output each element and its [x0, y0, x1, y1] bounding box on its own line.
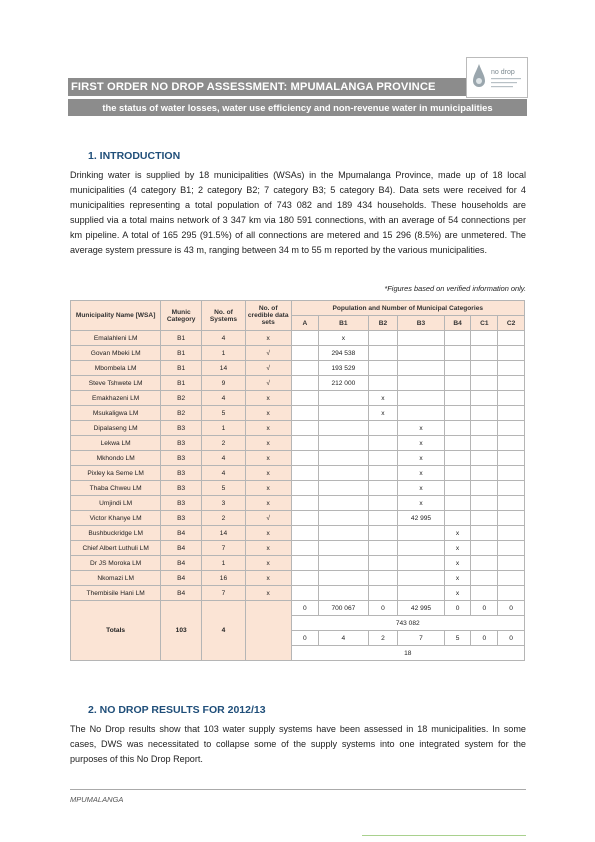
category-cell: B3 [161, 421, 202, 436]
population-cell [291, 586, 319, 601]
credible-cell: x [245, 586, 291, 601]
population-cell [444, 421, 471, 436]
population-cell: x [398, 481, 444, 496]
population-cell [471, 391, 498, 406]
category-count-cell: 5 [444, 631, 471, 646]
population-cell [471, 376, 498, 391]
category-cell: B1 [161, 331, 202, 346]
table-row [71, 451, 525, 466]
population-cell [444, 511, 471, 526]
population-cell [368, 586, 398, 601]
category-cell: B3 [161, 466, 202, 481]
col-header-cat: B2 [368, 316, 398, 331]
table-row [71, 436, 525, 451]
population-cell: x [398, 451, 444, 466]
population-cell: x [398, 496, 444, 511]
population-cell [498, 541, 525, 556]
municipality-name-cell: Bushbuckridge LM [71, 526, 161, 541]
systems-cell: 14 [202, 526, 246, 541]
population-cell [498, 466, 525, 481]
total-population-cell: 42 995 [398, 601, 444, 616]
category-cell: B3 [161, 511, 202, 526]
population-cell [319, 526, 368, 541]
category-cell: B4 [161, 541, 202, 556]
municipality-name-cell: Nkomazi LM [71, 571, 161, 586]
category-count-cell: 4 [319, 631, 368, 646]
municipality-name-cell: Umjindi LM [71, 496, 161, 511]
population-cell [368, 451, 398, 466]
total-population-cell: 0 [471, 601, 498, 616]
introduction-paragraph: Drinking water is supplied by 18 municipalities (WSAs) in the Mpumalanga Province, made up of 18 local municipalities (4 category B1; 2 category B2; 7 category B3; 5 category B4). Data sets were received for 4 municipalities representing a total population of 743 082 and 189 434 households. These households are supplied via a total mains network of 3 347 km via 180 591 connections, with an average of 54 connections per km pipeline. A total of 165 295 (91.5%) of all connections are metered and 15 296 (8.5%) are unmetered. The average system pressure is 43 m, ranging between 34 m to 55 m reported by the various municipalities. [70, 170, 526, 256]
population-cell [398, 571, 444, 586]
systems-cell: 4 [202, 391, 246, 406]
population-cell [398, 541, 444, 556]
population-cell [291, 481, 319, 496]
systems-cell: 5 [202, 481, 246, 496]
population-cell [444, 331, 471, 346]
col-header-cat: B1 [319, 316, 368, 331]
totals-credible: 4 [202, 601, 246, 661]
population-cell [398, 406, 444, 421]
category-cell: B4 [161, 586, 202, 601]
population-cell: 294 538 [319, 346, 368, 361]
table-row [71, 361, 525, 376]
population-cell [368, 361, 398, 376]
systems-cell: 16 [202, 571, 246, 586]
population-cell [319, 421, 368, 436]
category-cell: B3 [161, 496, 202, 511]
category-count-cell: 7 [398, 631, 444, 646]
population-cell [319, 451, 368, 466]
credible-cell: √ [245, 511, 291, 526]
col-header-cat: A [291, 316, 319, 331]
population-cell: x [319, 331, 368, 346]
credible-cell: √ [245, 361, 291, 376]
municipality-name-cell: Chief Albert Luthuli LM [71, 541, 161, 556]
population-cell: x [444, 586, 471, 601]
population-cell [368, 571, 398, 586]
population-cell [291, 571, 319, 586]
table-row [71, 571, 525, 586]
population-cell [368, 511, 398, 526]
systems-cell: 5 [202, 406, 246, 421]
population-cell [471, 526, 498, 541]
col-header-systems: No. of Systems [202, 301, 246, 331]
population-cell [319, 541, 368, 556]
municipality-name-cell: Thembisile Hani LM [71, 586, 161, 601]
population-cell [398, 346, 444, 361]
category-cell: B4 [161, 556, 202, 571]
municipality-name-cell: Emalahleni LM [71, 331, 161, 346]
category-cell: B4 [161, 526, 202, 541]
no-drop-logo [466, 57, 528, 98]
population-cell: x [444, 526, 471, 541]
category-count-cell: 0 [291, 631, 319, 646]
population-cell [291, 496, 319, 511]
table-row [71, 586, 525, 601]
table-row [71, 481, 525, 496]
population-cell [319, 406, 368, 421]
header-banner [68, 78, 527, 116]
table-row [71, 406, 525, 421]
footer-accent-line [362, 835, 526, 836]
table-row [71, 421, 525, 436]
population-cell [444, 346, 471, 361]
category-cell: B1 [161, 376, 202, 391]
credible-cell: x [245, 556, 291, 571]
col-header-population: Population and Number of Municipal Categories [291, 301, 524, 316]
population-cell [368, 331, 398, 346]
municipality-name-cell: Dipalaseng LM [71, 421, 161, 436]
population-cell [291, 541, 319, 556]
population-cell [444, 451, 471, 466]
col-header-cat: C2 [498, 316, 525, 331]
population-cell [471, 346, 498, 361]
totals-row [71, 601, 525, 616]
total-population-cell: 0 [368, 601, 398, 616]
population-cell: x [368, 406, 398, 421]
totals-systems: 103 [161, 601, 202, 661]
population-cell [291, 346, 319, 361]
population-cell [291, 406, 319, 421]
credible-cell: x [245, 466, 291, 481]
population-cell [498, 406, 525, 421]
municipality-table [70, 300, 525, 661]
total-population-cell: 0 [291, 601, 319, 616]
population-cell [471, 466, 498, 481]
population-cell [471, 436, 498, 451]
population-cell [368, 556, 398, 571]
col-header-credible: No. of credible data sets [245, 301, 291, 331]
systems-cell: 7 [202, 541, 246, 556]
population-cell: x [368, 391, 398, 406]
table-row [71, 541, 525, 556]
population-cell [398, 556, 444, 571]
municipality-name-cell: Mbombela LM [71, 361, 161, 376]
table-row [71, 526, 525, 541]
credible-cell: x [245, 391, 291, 406]
municipality-name-cell: Govan Mbeki LM [71, 346, 161, 361]
population-cell [398, 331, 444, 346]
population-cell [498, 496, 525, 511]
systems-cell: 1 [202, 556, 246, 571]
population-cell [498, 556, 525, 571]
results-paragraph: The No Drop results show that 103 water supply systems have been assessed in 18 municipalities. In some cases, DWS was necessitated to collapse some of the supply systems into one integrated system for the purposes of this No Drop Report. [70, 724, 526, 765]
table-row [71, 376, 525, 391]
section-heading-introduction: 1. INTRODUCTION [88, 150, 181, 162]
municipality-name-cell: Pixley ka Seme LM [71, 466, 161, 481]
systems-cell: 7 [202, 586, 246, 601]
category-cell: B3 [161, 436, 202, 451]
population-cell [498, 586, 525, 601]
category-cell: B4 [161, 571, 202, 586]
population-cell [498, 436, 525, 451]
total-population-cell: 0 [444, 601, 471, 616]
category-count-cell: 2 [368, 631, 398, 646]
population-cell [471, 451, 498, 466]
systems-cell: 4 [202, 466, 246, 481]
category-cell: B2 [161, 391, 202, 406]
document-subtitle: the status of water losses, water use efficiency and non-revenue water in municipalities [68, 99, 527, 116]
population-cell [368, 421, 398, 436]
population-cell: 193 529 [319, 361, 368, 376]
col-header-municipality: Municipality Name [WSA] [71, 301, 161, 331]
population-cell [291, 436, 319, 451]
population-cell [319, 496, 368, 511]
municipality-name-cell: Mkhondo LM [71, 451, 161, 466]
population-cell [368, 346, 398, 361]
population-cell [471, 481, 498, 496]
col-header-cat: B4 [444, 316, 471, 331]
population-cell [471, 331, 498, 346]
population-cell [319, 481, 368, 496]
municipality-name-cell: Steve Tshwete LM [71, 376, 161, 391]
population-cell [444, 406, 471, 421]
credible-cell: x [245, 421, 291, 436]
population-cell [319, 571, 368, 586]
population-cell [291, 451, 319, 466]
col-header-category: Munic Category [161, 301, 202, 331]
category-cell: B2 [161, 406, 202, 421]
population-cell [291, 376, 319, 391]
population-cell [444, 466, 471, 481]
population-cell [291, 526, 319, 541]
population-cell [444, 391, 471, 406]
population-cell: x [444, 541, 471, 556]
population-cell [398, 586, 444, 601]
municipality-name-cell: Dr JS Moroka LM [71, 556, 161, 571]
totals-label: Totals [71, 601, 161, 661]
systems-cell: 2 [202, 511, 246, 526]
population-cell [444, 436, 471, 451]
population-cell: 42 995 [398, 511, 444, 526]
category-cell: B1 [161, 346, 202, 361]
table-row [71, 466, 525, 481]
category-count-sum: 18 [291, 646, 524, 661]
population-cell [498, 331, 525, 346]
col-header-cat: B3 [398, 316, 444, 331]
population-cell [319, 391, 368, 406]
population-cell [319, 556, 368, 571]
credible-cell: x [245, 526, 291, 541]
population-cell [471, 406, 498, 421]
population-cell [291, 361, 319, 376]
population-cell: x [398, 436, 444, 451]
table-row [71, 346, 525, 361]
document-title: FIRST ORDER NO DROP ASSESSMENT: MPUMALANGA PROVINCE [68, 78, 527, 96]
credible-cell: √ [245, 346, 291, 361]
population-cell [498, 526, 525, 541]
population-cell [444, 481, 471, 496]
population-cell [291, 466, 319, 481]
population-cell: x [444, 556, 471, 571]
table-row [71, 511, 525, 526]
table-row [71, 556, 525, 571]
population-cell [398, 361, 444, 376]
population-cell [444, 376, 471, 391]
population-cell [319, 586, 368, 601]
population-cell [498, 571, 525, 586]
population-cell [471, 541, 498, 556]
population-cell [368, 496, 398, 511]
systems-cell: 4 [202, 331, 246, 346]
population-cell: x [398, 466, 444, 481]
systems-cell: 1 [202, 346, 246, 361]
municipality-name-cell: Emakhazeni LM [71, 391, 161, 406]
population-cell [444, 496, 471, 511]
total-population-cell: 0 [498, 601, 525, 616]
population-cell [498, 376, 525, 391]
population-cell: x [444, 571, 471, 586]
population-cell [444, 361, 471, 376]
population-cell [368, 436, 398, 451]
population-cell [368, 526, 398, 541]
credible-cell: x [245, 406, 291, 421]
population-cell [498, 511, 525, 526]
table-row [71, 391, 525, 406]
footer-divider [70, 789, 526, 790]
category-count-cell: 0 [471, 631, 498, 646]
population-cell: x [398, 421, 444, 436]
population-cell [498, 481, 525, 496]
credible-cell: x [245, 496, 291, 511]
population-cell [471, 571, 498, 586]
population-cell: 212 000 [319, 376, 368, 391]
credible-cell: x [245, 436, 291, 451]
population-cell [498, 391, 525, 406]
population-cell [498, 361, 525, 376]
table-row [71, 331, 525, 346]
population-cell [291, 421, 319, 436]
population-cell [471, 556, 498, 571]
population-cell [291, 511, 319, 526]
systems-cell: 9 [202, 376, 246, 391]
population-cell [368, 541, 398, 556]
population-cell [471, 586, 498, 601]
systems-cell: 1 [202, 421, 246, 436]
systems-cell: 4 [202, 451, 246, 466]
category-cell: B3 [161, 481, 202, 496]
municipality-name-cell: Thaba Chweu LM [71, 481, 161, 496]
population-cell [291, 391, 319, 406]
total-population-sum: 743 082 [291, 616, 524, 631]
credible-cell: x [245, 571, 291, 586]
population-cell [398, 391, 444, 406]
population-cell [471, 511, 498, 526]
systems-cell: 3 [202, 496, 246, 511]
population-cell [498, 421, 525, 436]
category-cell: B1 [161, 361, 202, 376]
population-cell [368, 481, 398, 496]
population-cell [319, 466, 368, 481]
population-cell [498, 346, 525, 361]
credible-cell: x [245, 331, 291, 346]
credible-cell: x [245, 451, 291, 466]
footer-label: MPUMALANGA [70, 795, 124, 804]
credible-cell: x [245, 481, 291, 496]
water-drop-icon [467, 58, 527, 97]
population-cell [291, 331, 319, 346]
systems-cell: 2 [202, 436, 246, 451]
category-count-cell: 0 [498, 631, 525, 646]
table-body [71, 331, 525, 661]
section-heading-results: 2. NO DROP RESULTS FOR 2012/13 [88, 704, 266, 716]
population-cell [398, 376, 444, 391]
population-cell [471, 421, 498, 436]
totals-spacer [245, 601, 291, 661]
col-header-cat: C1 [471, 316, 498, 331]
population-cell [368, 466, 398, 481]
population-cell [368, 376, 398, 391]
municipality-name-cell: Msukaligwa LM [71, 406, 161, 421]
table-row [71, 496, 525, 511]
population-cell [498, 451, 525, 466]
population-cell [319, 511, 368, 526]
systems-cell: 14 [202, 361, 246, 376]
verified-note: *Figures based on verified information only. [384, 284, 526, 293]
municipality-name-cell: Victor Khanye LM [71, 511, 161, 526]
credible-cell: √ [245, 376, 291, 391]
logo-wordmark: no drop [491, 69, 515, 76]
population-cell [319, 436, 368, 451]
category-cell: B3 [161, 451, 202, 466]
population-cell [398, 526, 444, 541]
population-cell [471, 496, 498, 511]
credible-cell: x [245, 541, 291, 556]
total-population-cell: 700 067 [319, 601, 368, 616]
municipality-name-cell: Lekwa LM [71, 436, 161, 451]
population-cell [471, 361, 498, 376]
population-cell [291, 556, 319, 571]
